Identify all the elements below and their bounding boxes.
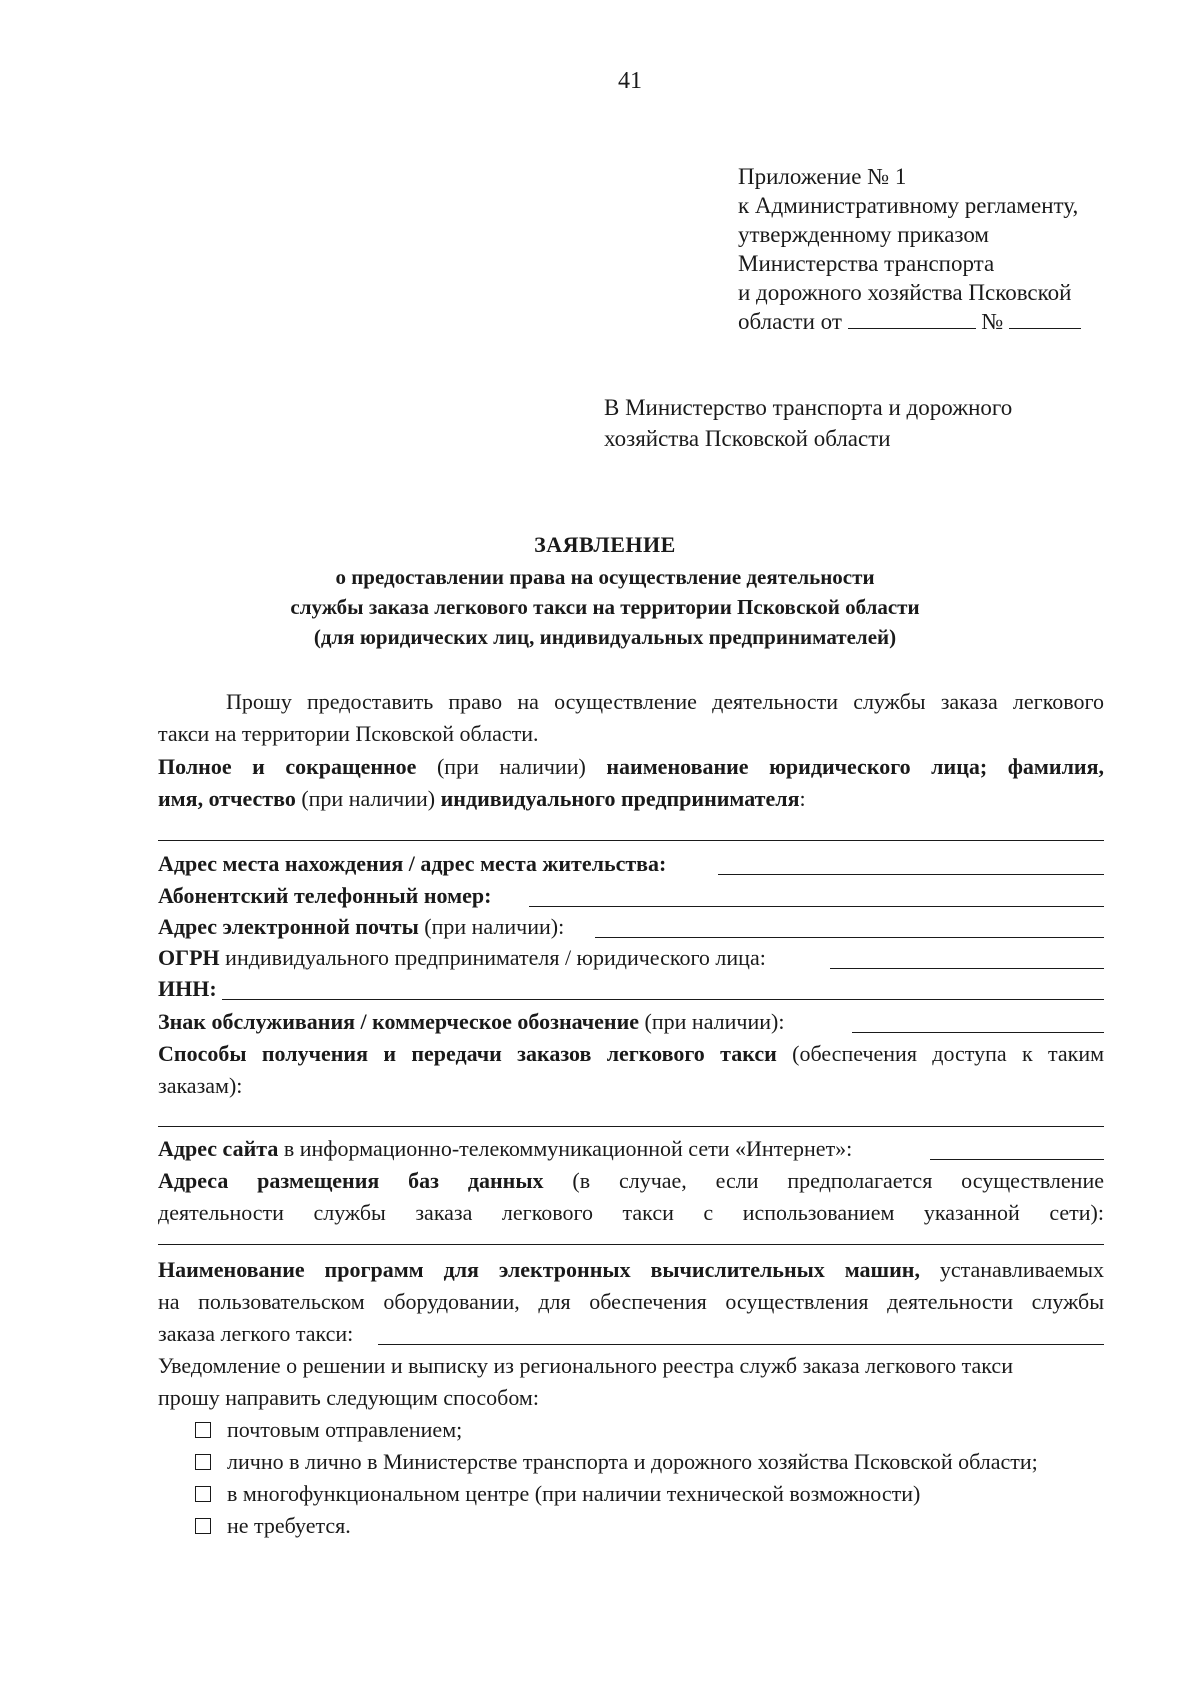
appendix-note — [738, 162, 1081, 336]
brand-row: Знак обслуживания / коммерческое обозначение (при наличии): — [158, 1006, 1104, 1038]
address-row — [158, 848, 1104, 880]
db-note-cont: деятельности службы заказа легкового такси с использованием указанной сети): — [158, 1200, 1104, 1225]
phone-field[interactable] — [529, 906, 1104, 907]
email-label: Адрес электронной почты — [158, 914, 419, 939]
option-mfc[interactable]: в многофункциональном центре (при наличии технической возможности) — [195, 1478, 920, 1510]
site-label: Адрес сайта — [158, 1136, 279, 1161]
db-field[interactable] — [158, 1244, 1104, 1245]
appendix-line: Приложение № 1 — [738, 164, 907, 189]
number-sign: № — [981, 309, 1004, 334]
db-row: Адреса размещения баз данных (в случае, если предполагается осуществление — [158, 1168, 1104, 1193]
notice-line: прошу направить следующим способом: — [158, 1385, 539, 1410]
email-row: Адрес электронной почты (при наличии): — [158, 911, 1104, 943]
applicant-name-label: Полное и сокращенное (при наличии) наименование юридического лица; фамилия, — [158, 754, 1105, 779]
document-title — [240, 530, 970, 652]
methods-note-cont: заказам): — [158, 1073, 243, 1098]
appendix-date-prefix: области от — [738, 309, 842, 334]
address-field[interactable] — [718, 874, 1104, 875]
inn-field[interactable] — [222, 999, 1104, 1000]
inn-label: ИНН: — [158, 976, 217, 1001]
ogrn-field[interactable] — [830, 968, 1104, 969]
appendix-date-line — [738, 307, 1081, 336]
addressee-line: хозяйства Псковской области — [604, 426, 891, 451]
brand-label: Знак обслуживания / коммерческое обозначение — [158, 1009, 640, 1034]
checkbox[interactable] — [195, 1422, 211, 1438]
appendix-line: утвержденному приказом — [738, 222, 989, 247]
brand-field[interactable] — [852, 1032, 1104, 1033]
ogrn-label: ОГРН — [158, 945, 220, 970]
phone-label: Абонентский телефонный номер: — [158, 883, 492, 908]
inn-row — [158, 973, 1104, 1005]
methods-row: Способы получения и передачи заказов легкового такси (обеспечения доступа к таким — [158, 1041, 1105, 1066]
number-blank — [1009, 308, 1081, 329]
checkbox[interactable] — [195, 1518, 211, 1534]
intro-line: Прошу предоставить право на осуществление деятельности службы заказа легкового — [226, 689, 1104, 714]
title-subline: о предоставлении права на осуществление деятельности — [335, 565, 875, 589]
option-not-required[interactable]: не требуется. — [195, 1510, 351, 1542]
site-row: Адрес сайта в информационно-телекоммуникационной сети «Интернет»: — [158, 1133, 1104, 1165]
appendix-line: к Административному регламенту, — [738, 193, 1079, 218]
addressee-line: В Министерство транспорта и дорожного — [604, 395, 1013, 420]
applicant-name-field[interactable] — [158, 840, 1104, 841]
notice-line: Уведомление о решении и выписку из регионального реестра служб заказа легкового такси — [158, 1353, 1013, 1378]
software-name-row: заказа легкого такси: — [158, 1318, 1104, 1350]
email-field[interactable] — [595, 937, 1104, 938]
address-label: Адрес места нахождения / адрес места жительства: — [158, 851, 667, 876]
appendix-line: и дорожного хозяйства Псковской — [738, 280, 1072, 305]
software-note-cont: на пользовательском оборудовании, для обеспечения осуществления деятельности службы — [158, 1289, 1104, 1314]
title-subline: службы заказа легкового такси на территории Псковской области — [290, 595, 920, 619]
phone-row — [158, 880, 1104, 912]
title-subline: (для юридических лиц, индивидуальных предпринимателей) — [313, 625, 897, 649]
methods-label: Способы получения и передачи заказов легкового такси — [158, 1041, 777, 1066]
option-post[interactable]: почтовым отправлением; — [195, 1414, 462, 1446]
intro-line: такси на территории Псковской области. — [158, 721, 539, 746]
db-label: Адреса размещения баз данных — [158, 1168, 544, 1193]
software-label: Наименование программ для электронных вычислительных машин, — [158, 1257, 920, 1282]
title-main: ЗАЯВЛЕНИЕ — [534, 532, 676, 557]
checkbox[interactable] — [195, 1486, 211, 1502]
date-blank — [848, 308, 976, 329]
ogrn-row: ОГРН индивидуального предпринимателя / юридического лица: — [158, 942, 1104, 974]
software-field[interactable] — [378, 1344, 1104, 1345]
methods-field[interactable] — [158, 1126, 1104, 1127]
page-number: 41 — [618, 68, 642, 94]
site-field[interactable] — [930, 1159, 1104, 1160]
option-in-person[interactable]: лично в лично в Министерстве транспорта и дорожного хозяйства Псковской области; — [195, 1446, 1038, 1478]
checkbox[interactable] — [195, 1454, 211, 1470]
appendix-line: Министерства транспорта — [738, 251, 995, 276]
addressee — [604, 392, 1012, 454]
applicant-name-label-cont: имя, отчество (при наличии) индивидуального предпринимателя: — [158, 786, 806, 811]
software-row: Наименование программ для электронных вычислительных машин, устанавливаемых — [158, 1257, 1104, 1282]
